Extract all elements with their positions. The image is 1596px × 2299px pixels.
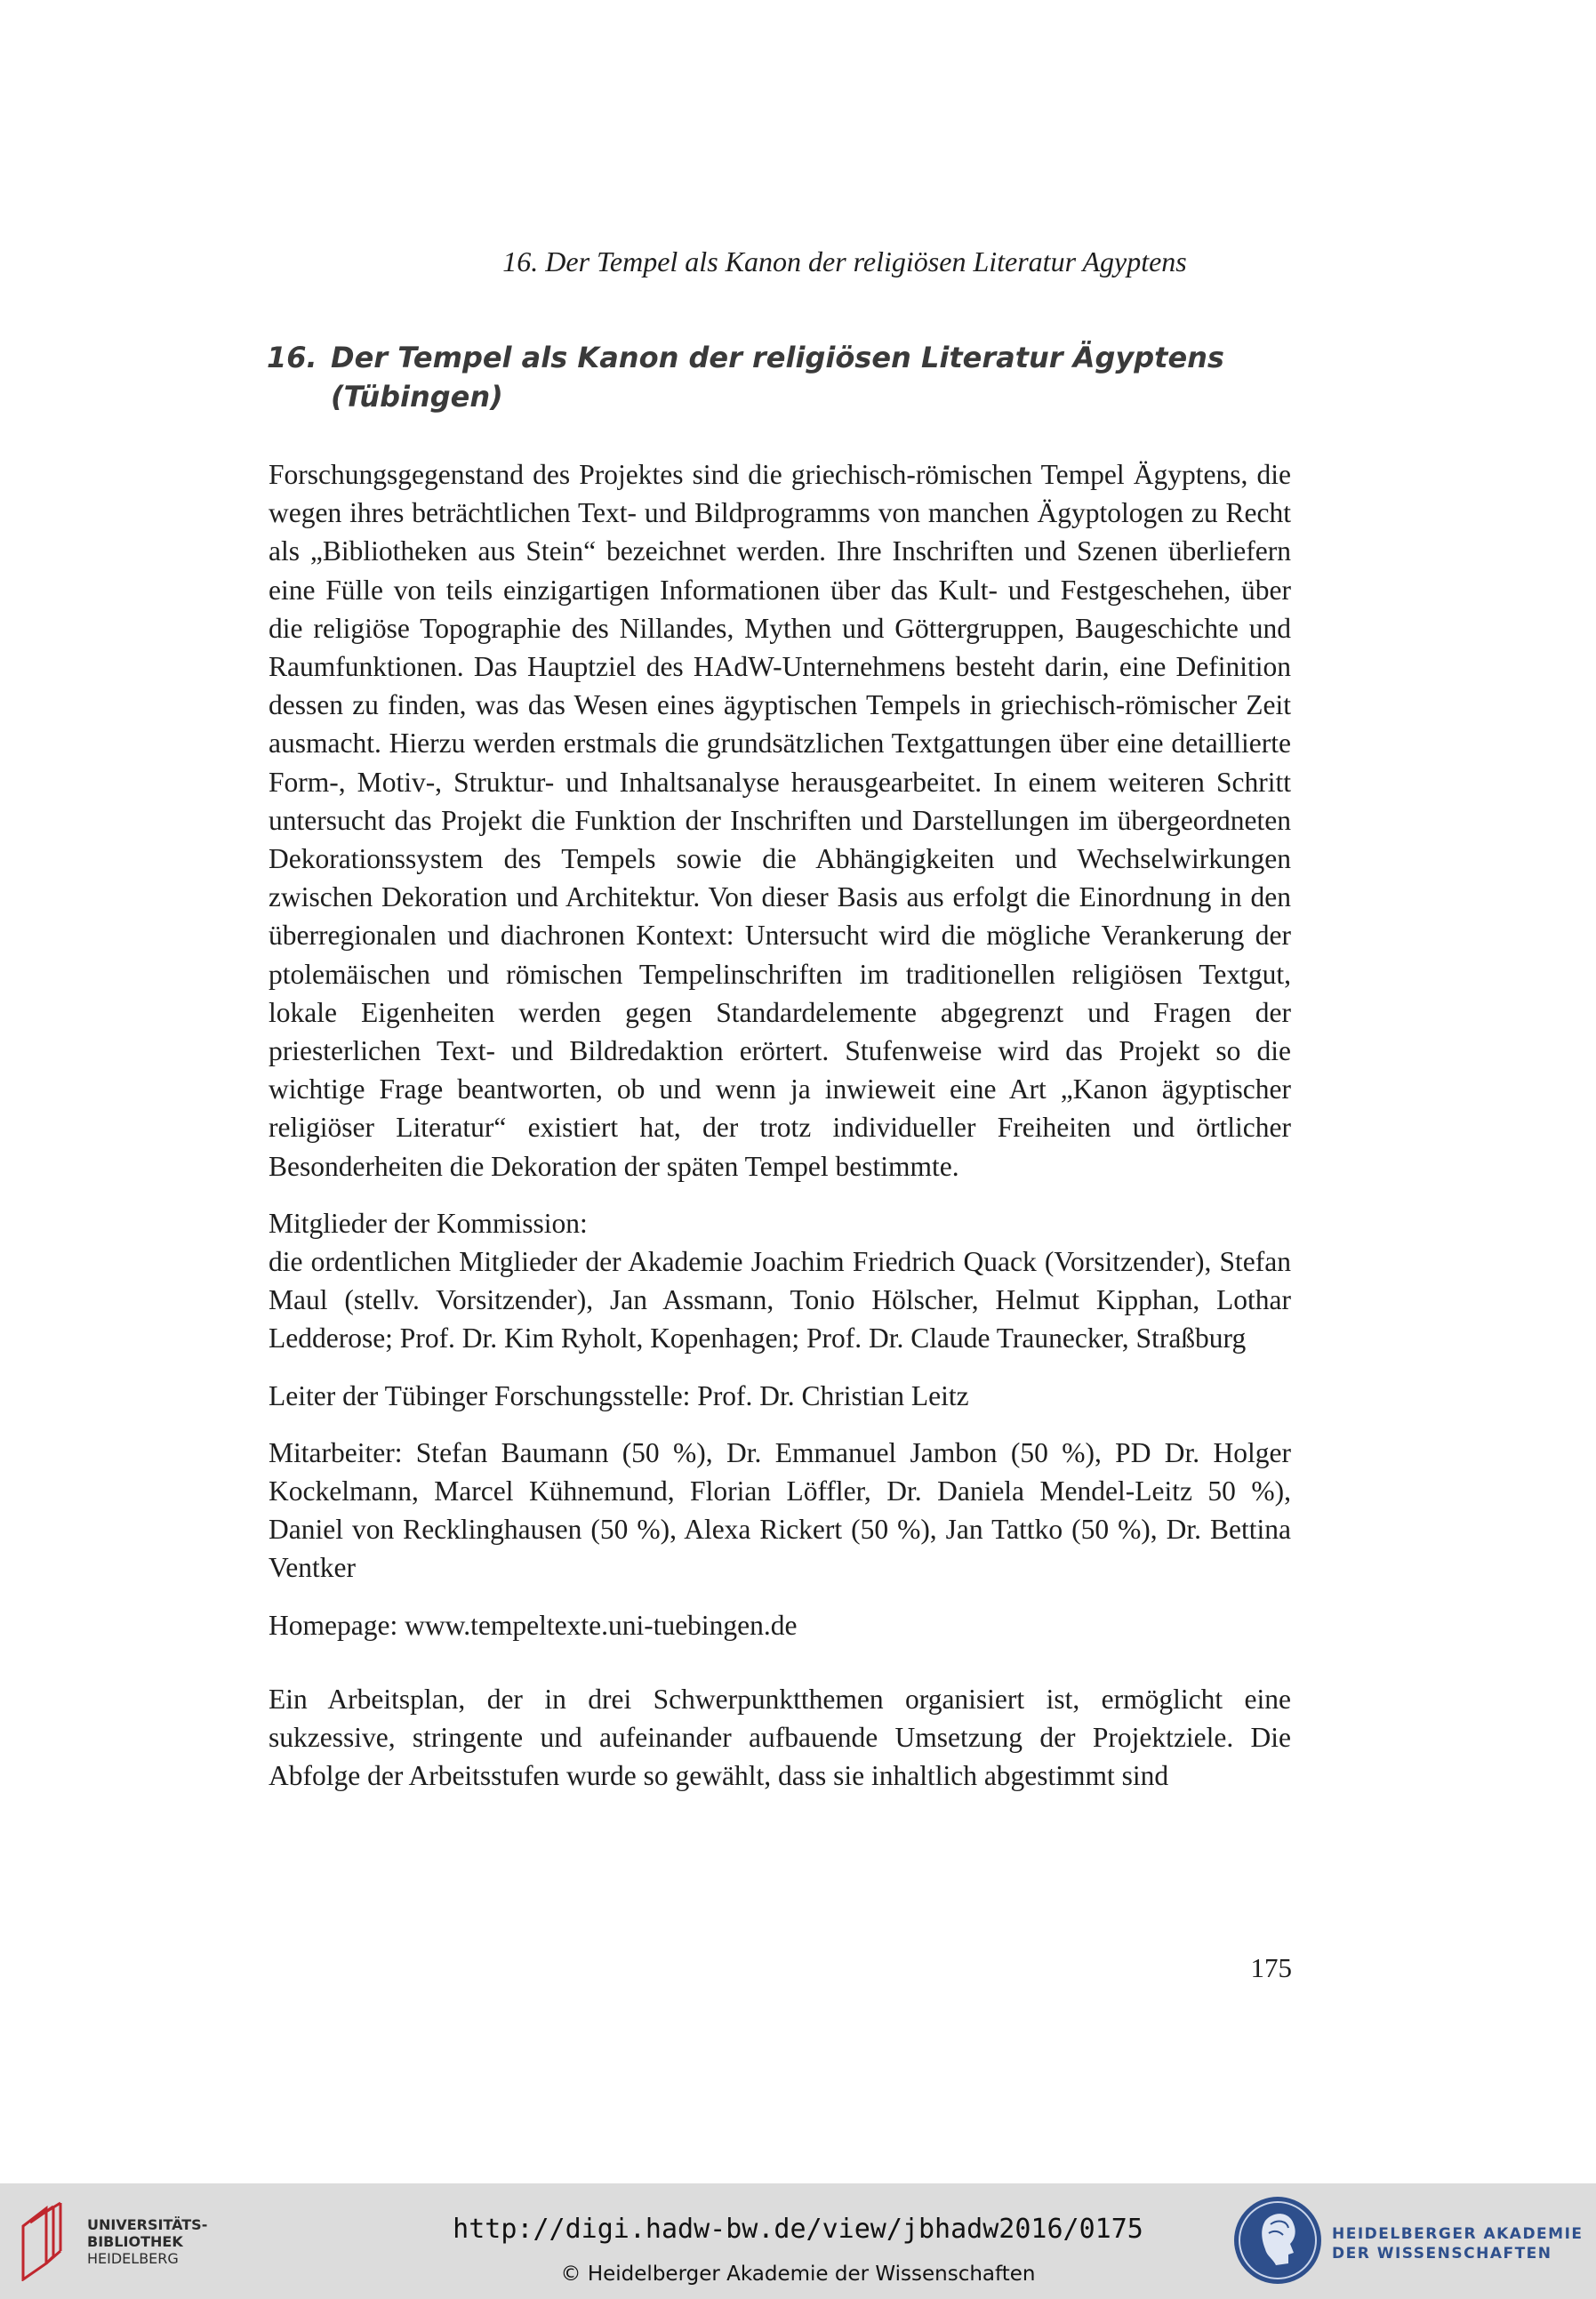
members-label: Mitglieder der Kommission: — [269, 1207, 588, 1239]
section-title-line2: (Tübingen) — [331, 380, 503, 414]
ub-line3: HEIDELBERG — [87, 2250, 179, 2267]
section-title-line1: Der Tempel als Kanon der religiösen Literatur Ägyptens — [331, 341, 1224, 374]
section-heading — [267, 338, 1298, 416]
members-paragraph: die ordentlichen Mitglieder der Akademie Joachim Friedrich Quack (Vorsitzender), Stefan Maul (stellv. Vorsitzender), Jan Assmann, Tonio Hölscher, Helmut Kipphan, Lothar Ledderose; Prof. Dr. Kim Ryholt, Kopenhagen; Prof. Dr. Claude Traunecker, Straßburg — [269, 1246, 1291, 1354]
page-number: 175 — [1250, 1952, 1292, 1983]
leader-paragraph: Leiter der Tübinger Forschungsstelle: Prof. Dr. Christian Leitz — [269, 1379, 969, 1411]
staff-paragraph: Mitarbeiter: Stefan Baumann (50 %), Dr. Emmanuel Jambon (50 %), PD Dr. Holger Kockelmann, Marcel Kühnemund, Florian Löffler, Dr. Daniela Mendel-Leitz 50 %), Daniel von Recklinghausen (50 %), Alexa Rickert (50 %), Jan Tattko (50 %), Dr. Bettina Ventker — [269, 1436, 1291, 1584]
ub-line1: UNIVERSITÄTS- — [87, 2216, 208, 2233]
permalink-url[interactable]: http://digi.hadw-bw.de/view/jbhadw2016/0175 — [453, 2214, 1143, 2245]
footer-bar — [0, 2183, 1596, 2299]
homepage-paragraph: Homepage: www.tempeltexte.uni-tuebingen.de — [269, 1609, 798, 1641]
running-head: 16. Der Tempel als Kanon der religiösen Literatur Agyptens — [502, 245, 1187, 277]
hadw-seal-logo-icon — [1231, 2194, 1324, 2287]
ub-line2: BIBLIOTHEK — [87, 2233, 183, 2250]
hadw-line2: DER WISSENSCHAFTEN — [1332, 2245, 1552, 2263]
section-number: 16. — [267, 341, 317, 374]
hadw-wordmark — [1332, 2224, 1584, 2263]
intro-paragraph: Forschungsgegenstand des Projektes sind die griechisch-römischen Tempel Ägyptens, die wegen ihres beträchtlichen Text- und Bildprogramms von manchen Ägyptologen zu Recht als „Bibliotheken aus Stein“ bezeichnet werden. Ihre Inschriften und Szenen überliefern eine Fülle von teils einzigartigen Informationen über das Kult- und Festgeschehen, über die religiöse Topographie des Nillandes, Mythen und Göttergruppen, Baugeschichte und Raumfunktionen. Das Hauptziel des HAdW-Unternehmens besteht darin, eine Definition dessen zu finden, was das Wesen eines ägyptischen Tempels in griechisch-römischer Zeit ausmacht. Hierzu werden erstmals die grundsätzlichen Textgattungen über eine detaillierte Form-, Motiv-, Struktur- und Inhaltsanalyse herausgearbeitet. In einem weiteren Schritt untersucht das Projekt die Funktion der Inschriften und Darstellungen im übergeordneten Dekorationssystem des Tempels sowie die Abhängigkeiten und Wechselwirkungen zwischen Dekoration und Architektur. Von dieser Basis aus erfolgt die Einordnung in den überregionalen und diachronen Kontext: Untersucht wird die mögliche Verankerung der ptolemäischen und römischen Tempelinschriften im traditionellen religiösen Textgut, lokale Eigenheiten werden gegen Standardelemente abgegrenzt und Fragen der priesterlichen Text- und Bildredaktion erörtert. Stufenweise wird das Projekt so die wichtige Frage beantworten, ob und wenn ja inwieweit eine Art „Kanon ägyptischer religiöser Literatur“ existiert hat, der trotz individueller Freiheiten und örtlicher Besonderheiten die Dekoration der späten Tempel bestimmte. — [269, 459, 1291, 1182]
body-text — [269, 455, 1291, 1796]
plan-paragraph: Ein Arbeitsplan, der in drei Schwerpunktthemen organisiert ist, ermöglicht eine sukzessive, stringente und aufeinander aufbauende Umsetzung der Projektziele. Die Abfolge der Arbeitsstufen wurde so gewählt, dass sie inhaltlich abgestimmt sind — [269, 1683, 1291, 1792]
hadw-line1: HEIDELBERGER AKADEMIE — [1332, 2225, 1584, 2243]
copyright-notice: © Heidelberger Akademie der Wissenschaften — [560, 2263, 1036, 2286]
